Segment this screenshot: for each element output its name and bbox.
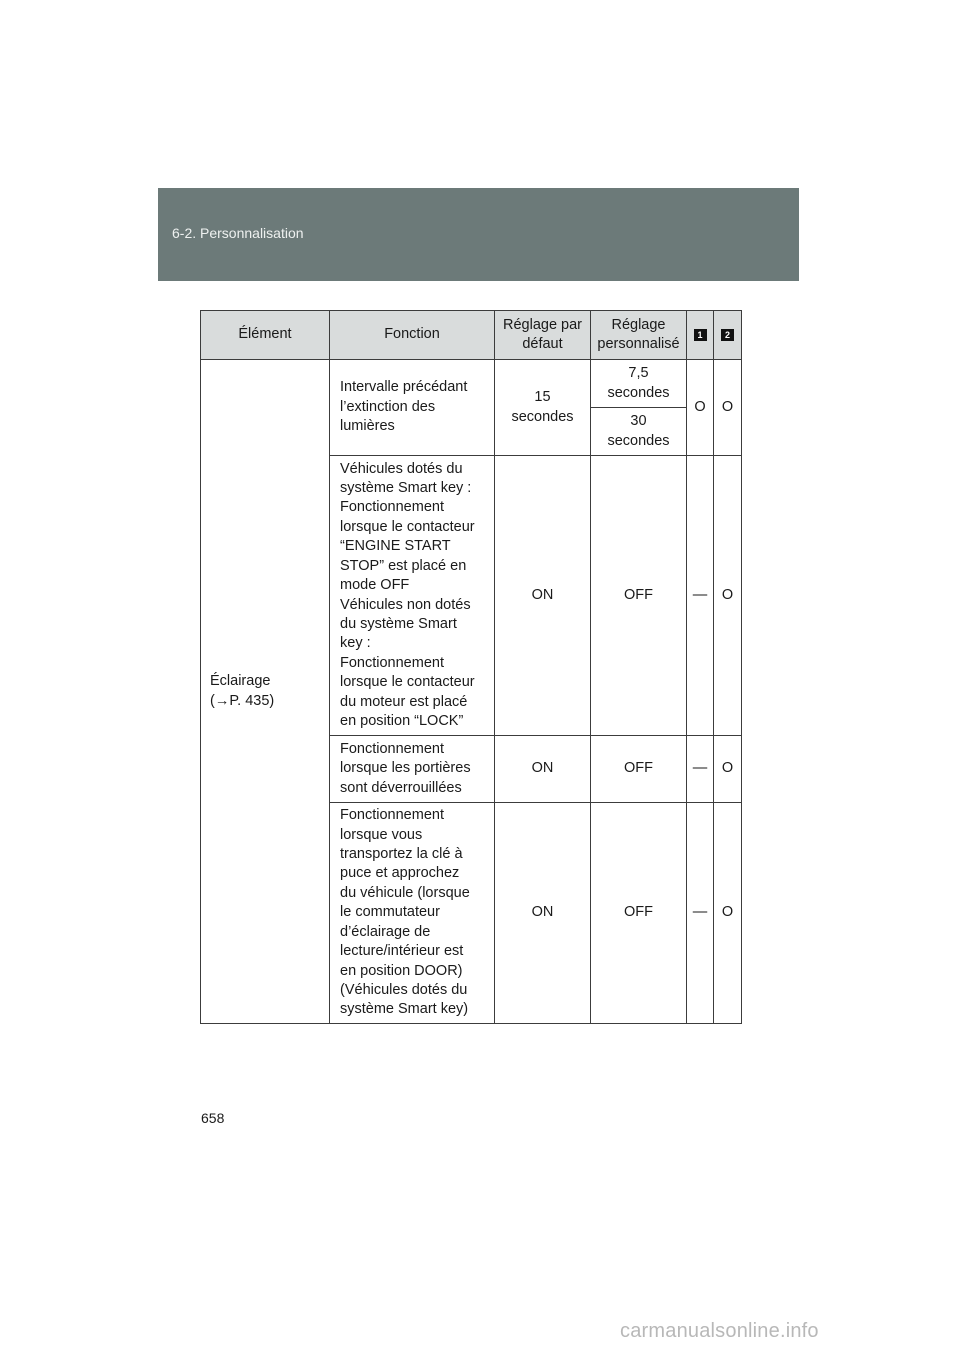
- model-2-badge: 2: [721, 329, 734, 341]
- header-custom: Réglage personnalisé: [591, 311, 687, 360]
- section-header-band: [158, 188, 799, 281]
- watermark: carmanualsonline.info: [620, 1320, 819, 1342]
- default-cell: ON: [495, 736, 591, 803]
- page-number: 658: [201, 1110, 225, 1126]
- function-cell: Véhicules dotés du système Smart key : Fonctionnement lorsque le contacteur “ENGINE START STOP” est placé en mode OFF Véhicules non dotés du système Smart key : Fonctionnement lorsque le contacteur du moteur est placé en position “LOCK”: [330, 456, 495, 736]
- custom-cell: OFF: [591, 803, 687, 1024]
- model-1-cell: O: [687, 360, 714, 456]
- table-header-row: [201, 311, 742, 360]
- header-element: Élément: [201, 311, 330, 360]
- default-cell: ON: [495, 803, 591, 1024]
- section-title: 6-2. Personnalisation: [172, 225, 304, 241]
- model-1-cell: —: [687, 803, 714, 1024]
- model-2-cell: O: [714, 803, 742, 1024]
- header-function: Fonction: [330, 311, 495, 360]
- model-2-cell: O: [714, 456, 742, 736]
- model-2-cell: O: [714, 736, 742, 803]
- model-2-cell: O: [714, 360, 742, 456]
- function-cell: Intervalle précédant l’extinction des lumières: [330, 360, 495, 456]
- custom-cell: 7,5 secondes: [591, 360, 687, 408]
- header-model-2: [714, 311, 742, 360]
- settings-table: [200, 310, 742, 1024]
- custom-cell: OFF: [591, 456, 687, 736]
- model-1-badge: 1: [694, 329, 707, 341]
- function-cell: Fonctionnement lorsque vous transportez la clé à puce et approchez du véhicule (lorsque le commutateur d’éclairage de lecture/intérieur est en position DOOR) (Véhicules dotés du système Smart key): [330, 803, 495, 1024]
- function-cell: Fonctionnement lorsque les portières sont déverrouillées: [330, 736, 495, 803]
- model-1-cell: —: [687, 456, 714, 736]
- model-1-cell: —: [687, 736, 714, 803]
- custom-cell: 30 secondes: [591, 408, 687, 456]
- default-cell: 15 secondes: [495, 360, 591, 456]
- header-default: Réglage par défaut: [495, 311, 591, 360]
- table-row: [201, 360, 742, 408]
- custom-cell: OFF: [591, 736, 687, 803]
- default-cell: ON: [495, 456, 591, 736]
- header-model-1: [687, 311, 714, 360]
- element-cell: Éclairage (→P. 435): [201, 360, 330, 1024]
